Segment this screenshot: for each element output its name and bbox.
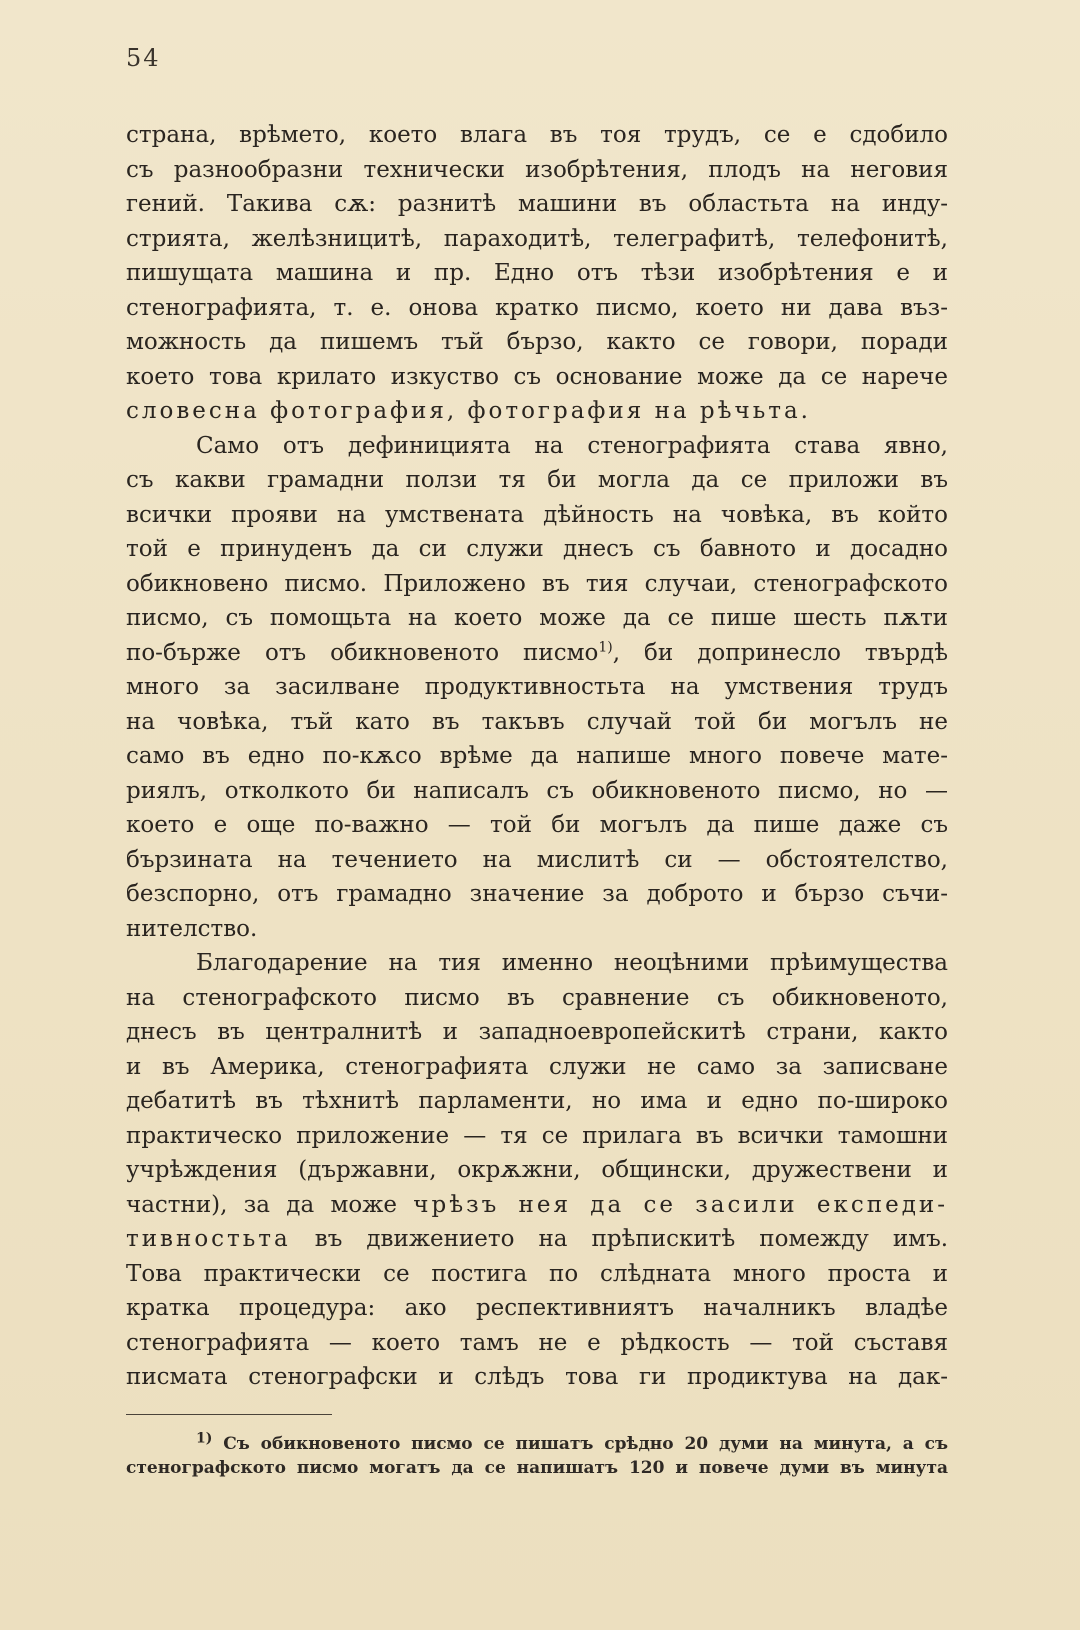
text-segment: по-бърже отъ обикновеното писмо (126, 639, 599, 666)
text-line: днесъ въ централнитѣ и западноевропейскитѣ страни, както (126, 1019, 948, 1045)
text-line: Само отъ дефиницията на стенографията става явно, (196, 432, 948, 459)
body-text (126, 118, 948, 1395)
text-line: стенографията — което тамъ не е рѣдкость — той съставя (126, 1329, 948, 1356)
text-line: практическо приложение — тя се прилага въ всички тамошни (126, 1122, 948, 1149)
paragraph-2 (126, 429, 948, 947)
footnote-reference[interactable]: 1) (598, 638, 613, 655)
text-line: само въ едно по-кѫсо врѣме да напише много повече мате- (126, 743, 948, 769)
text-line: дебатитѣ въ тѣхнитѣ парламенти, но има и едно по-широко (126, 1088, 948, 1114)
text-line: можность да пишемъ тъй бързо, както се говори, поради (126, 329, 948, 355)
text-segment: въ движението на прѣпискитѣ помежду имъ. (314, 1226, 949, 1252)
text-segment-spaced: чрѣзъ нея да се засили експеди- (413, 1191, 948, 1218)
text-segment-spaced: тивностьта (126, 1226, 291, 1252)
footnote (126, 1432, 948, 1480)
text-line: писмо, съ помощьта на което може да се пише шесть пѫти (126, 605, 948, 631)
paragraph-3 (126, 946, 948, 1395)
text-line: много за засилване продуктивностьта на умствения трудъ (126, 674, 948, 700)
text-line-spaced: словесна фотография, фотография на рѣчьта. (126, 398, 811, 424)
footnote-line (126, 1432, 948, 1456)
text-line: пишущата машина и пр. Едно отъ тѣзи изобрѣтения е и (126, 260, 948, 286)
text-line: съ какви грамадни ползи тя би могла да се приложи въ (126, 467, 948, 493)
text-line: бързината на течението на мислитѣ си — обстоятелство, (126, 846, 948, 873)
text-line: стенографията, т. е. онова кратко писмо, което ни дава въз- (126, 294, 948, 321)
text-line: съ разнообразни технически изобрѣтения, плодъ на неговия (126, 156, 948, 183)
page-number: 54 (126, 44, 161, 72)
text-line: на човѣка, тъй като въ такъвъ случай той би могълъ не (126, 708, 948, 735)
text-line: страна, врѣмето, което влага въ тоя трудъ, се е сдобило (126, 122, 948, 148)
text-line: стрията, желѣзницитѣ, параходитѣ, телеграфитѣ, телефонитѣ, (126, 225, 948, 252)
footnote-line: стенографското писмо могатъ да се напишатъ 120 и повече думи въ минута (126, 1458, 948, 1478)
text-line: и въ Америка, стенографията служи не само за записване (126, 1053, 948, 1080)
text-line: което е още по-важно — той би могълъ да пише даже съ (126, 812, 948, 838)
footnote-divider (126, 1414, 332, 1415)
text-line: Това практически се постига по слѣдната много проста и (126, 1260, 948, 1287)
text-line-mixed (126, 1222, 948, 1257)
text-line: риялъ, отколкото би написалъ съ обикновеното писмо, но — (126, 777, 948, 804)
text-line: той е принуденъ да си служи днесъ съ бавното и досадно (126, 536, 948, 562)
text-line-with-footnote (126, 636, 948, 671)
text-line: всички прояви на умствената дѣйность на човѣка, въ който (126, 501, 948, 528)
text-line: Благодарение на тия именно неоцѣними прѣимущества (196, 950, 948, 976)
text-line: безспорно, отъ грамадно значение за доброто и бързо съчи- (126, 881, 948, 907)
text-segment: , би допринесло твърдѣ (612, 639, 948, 666)
text-line: нителство. (126, 915, 258, 942)
text-line: което това крилато изкуство съ основание може да се нарече (126, 363, 948, 390)
text-line: обикновено писмо. Приложено въ тия случаи, стенографското (126, 570, 948, 597)
text-line: кратка процедура: ако респективниятъ началникъ владѣе (126, 1295, 948, 1321)
text-line-mixed (126, 1188, 948, 1223)
text-segment: частни), за да може (126, 1191, 397, 1218)
paragraph-1 (126, 118, 948, 429)
footnote-marker: 1) (196, 1430, 213, 1447)
text-line: учрѣждения (държавни, окрѫжни, общински, дружествени и (126, 1157, 948, 1183)
footnote-text: Съ обикновеното писмо се пишатъ срѣдно 20 думи на минута, а съ (223, 1434, 948, 1454)
text-line: на стенографското писмо въ сравнение съ обикновеното, (126, 984, 948, 1011)
text-line: писмата стенографски и слѣдъ това ги продиктува на дак- (126, 1364, 948, 1390)
text-line: гений. Такива сѫ: разнитѣ машини въ областьта на инду- (126, 191, 948, 217)
